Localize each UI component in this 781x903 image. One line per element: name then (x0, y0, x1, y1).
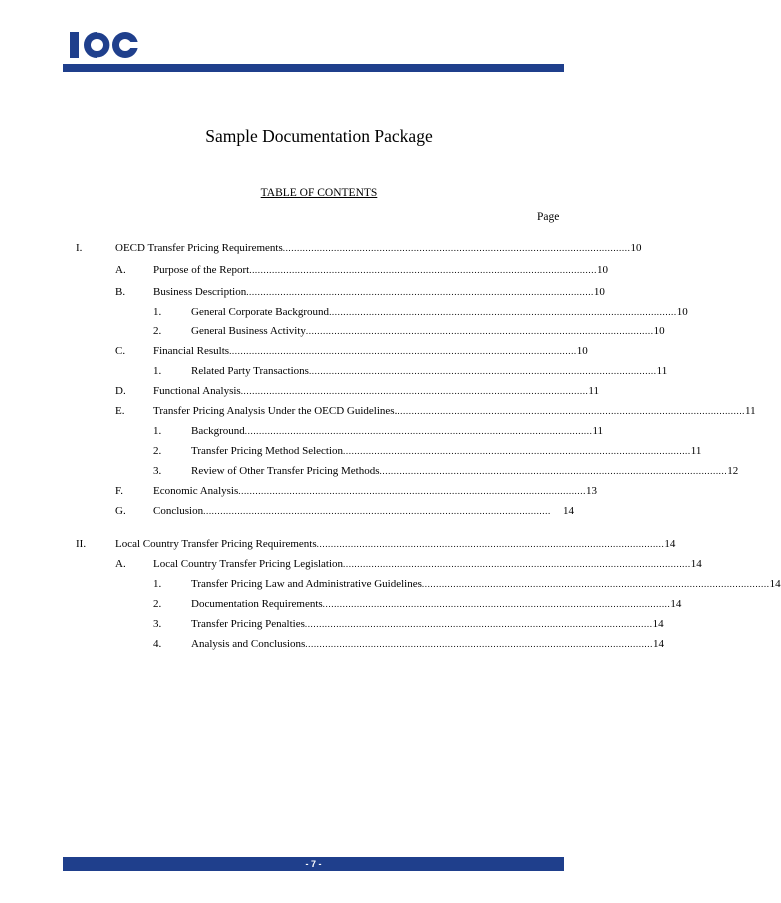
toc-entry-title: Review of Other Transfer Pricing Methods (191, 465, 380, 477)
footer-bar (63, 857, 564, 871)
toc-entry-page: 10 (596, 264, 608, 276)
toc-entry-number: B. (115, 286, 126, 298)
toc-entry-title: Economic Analysis (153, 485, 239, 497)
toc-entry-title: Transfer Pricing Penalties (191, 618, 305, 630)
toc-entry-page: 11 (690, 445, 702, 457)
toc-entry[interactable]: A. Local Country Transfer Pricing Legislation .......................................................................................................................... 14 (115, 558, 702, 570)
toc-entry-number: 3. (153, 465, 162, 477)
toc-entry-page: 14 (563, 505, 574, 517)
toc-entry-number: 2. (153, 325, 162, 337)
toc-entry-page: 12 (727, 465, 739, 477)
toc-entry[interactable]: 1. Transfer Pricing Law and Administrative Guidelines .......................................................................................................................... 14 (153, 578, 781, 590)
toc-entry-page: 14 (769, 578, 781, 590)
toc-entry-title: Functional Analysis (153, 385, 241, 397)
toc-entry-number: 1. (153, 365, 162, 377)
toc-entry-title: Transfer Pricing Method Selection (191, 445, 344, 457)
toc-entry-page: 14 (664, 538, 676, 550)
toc-entry-title: General Business Activity (191, 325, 306, 337)
toc-entry[interactable]: 3. Transfer Pricing Penalties .......................................................................................................................... 14 (153, 618, 664, 630)
toc-entry-page: 10 (653, 325, 665, 337)
toc-entry-number: 1. (153, 306, 162, 318)
toc-entry[interactable]: 2. Transfer Pricing Method Selection .......................................................................................................................... 11 (153, 445, 702, 457)
toc-entry-page: 11 (745, 405, 756, 417)
footer-page-number: - 7 - (305, 859, 322, 869)
toc-entry-page: 11 (656, 365, 668, 377)
toc-entry-number: C. (115, 345, 126, 357)
toc-entry-number: 3. (153, 618, 162, 630)
toc-entry[interactable]: E. Transfer Pricing Analysis Under the OECD Guidelines. .......................................................................................................................... 11 (115, 405, 756, 417)
toc-entry-number: D. (115, 385, 126, 397)
page-column-label: Page (537, 211, 560, 223)
toc-entry-title: Analysis and Conclusions (191, 638, 306, 650)
toc-entry-title: Transfer Pricing Law and Administrative Guidelines (191, 578, 422, 590)
toc-entry[interactable]: B. Business Description .......................................................................................................................... 10 (115, 286, 605, 298)
toc-entry-page: 14 (652, 638, 664, 650)
toc-entry[interactable]: 3. Review of Other Transfer Pricing Methods .......................................................................................................................... 12 (153, 465, 739, 477)
toc-entry-number: 1. (153, 578, 162, 590)
toc-entry-number: E. (115, 405, 125, 417)
toc-entry-number: 2. (153, 445, 162, 457)
toc-entry-title: Business Description (153, 286, 247, 298)
toc-entry-number: A. (115, 264, 126, 276)
icc-logo (70, 30, 142, 60)
toc-entry-page: 10 (593, 286, 605, 298)
toc-entry-number: 4. (153, 638, 162, 650)
toc-entry[interactable]: 2. General Business Activity .......................................................................................................................... 10 (153, 325, 665, 337)
toc-entry-page: 11 (592, 425, 604, 437)
toc-entry-number: 1. (153, 425, 162, 437)
toc-heading: TABLE OF CONTENTS (260, 187, 378, 199)
toc-entry-number: A. (115, 558, 126, 570)
toc-entry-page: 14 (690, 558, 702, 570)
toc-entry-title: Financial Results (153, 345, 230, 357)
toc-entry-page: 10 (576, 345, 588, 357)
toc-entry-title: Local Country Transfer Pricing Requirements (115, 538, 317, 550)
toc-entry[interactable]: 2. Documentation Requirements .......................................................................................................................... 14 (153, 598, 682, 610)
toc-entry-page: 14 (652, 618, 664, 630)
document-title: Sample Documentation Package (205, 126, 433, 146)
header-bar (63, 64, 564, 72)
toc-entry-title: Local Country Transfer Pricing Legislation (153, 558, 344, 570)
toc-entry[interactable]: A. Purpose of the Report .......................................................................................................................... 10 (115, 264, 608, 276)
toc-entry[interactable]: C. Financial Results .......................................................................................................................... 10 (115, 345, 588, 357)
toc-entry[interactable]: F. Economic Analysis .......................................................................................................................... 13 (115, 485, 597, 497)
toc-entry-title: Transfer Pricing Analysis Under the OECD Guidelines. (153, 405, 398, 417)
toc-entry-title: Background (191, 425, 245, 437)
toc-entry-title: Purpose of the Report (153, 264, 250, 276)
toc-entry-page: 14 (670, 598, 682, 610)
toc-entry[interactable]: D. Functional Analysis .......................................................................................................................... 11 (115, 385, 599, 397)
toc-entry[interactable]: 1. Background .......................................................................................................................... 11 (153, 425, 604, 437)
toc-entry[interactable]: 1. General Corporate Background .......................................................................................................................... 10 (153, 306, 688, 318)
toc-entry-number: 2. (153, 598, 162, 610)
toc-entry[interactable]: I. OECD Transfer Pricing Requirements .......................................................................................................................... 10 (76, 242, 642, 254)
toc-entry-number: II. (76, 538, 87, 550)
toc-entry-page: 10 (630, 242, 642, 254)
toc-entry-page: 13 (585, 485, 597, 497)
toc-entry-number: I. (76, 242, 83, 254)
toc-entry[interactable]: 4. Analysis and Conclusions .......................................................................................................................... 14 (153, 638, 664, 650)
toc-entry-title: Related Party Transactions (191, 365, 309, 377)
toc-entry[interactable]: 1. Related Party Transactions .......................................................................................................................... 11 (153, 365, 668, 377)
toc-entry[interactable]: G. Conclusion .......................................................................................................................... 14 (115, 505, 574, 517)
toc-entry-number: F. (115, 485, 123, 497)
toc-entry-title: Conclusion (153, 505, 204, 517)
toc-entry-title: General Corporate Background (191, 306, 330, 318)
toc-entry-title: Documentation Requirements (191, 598, 323, 610)
toc-entry-page: 10 (676, 306, 688, 318)
toc-entry-title: OECD Transfer Pricing Requirements (115, 242, 283, 254)
toc-entry[interactable]: II. Local Country Transfer Pricing Requirements .......................................................................................................................... 14 (76, 538, 676, 550)
toc-entry-page: 11 (588, 385, 599, 397)
toc-entry-number: G. (115, 505, 126, 517)
